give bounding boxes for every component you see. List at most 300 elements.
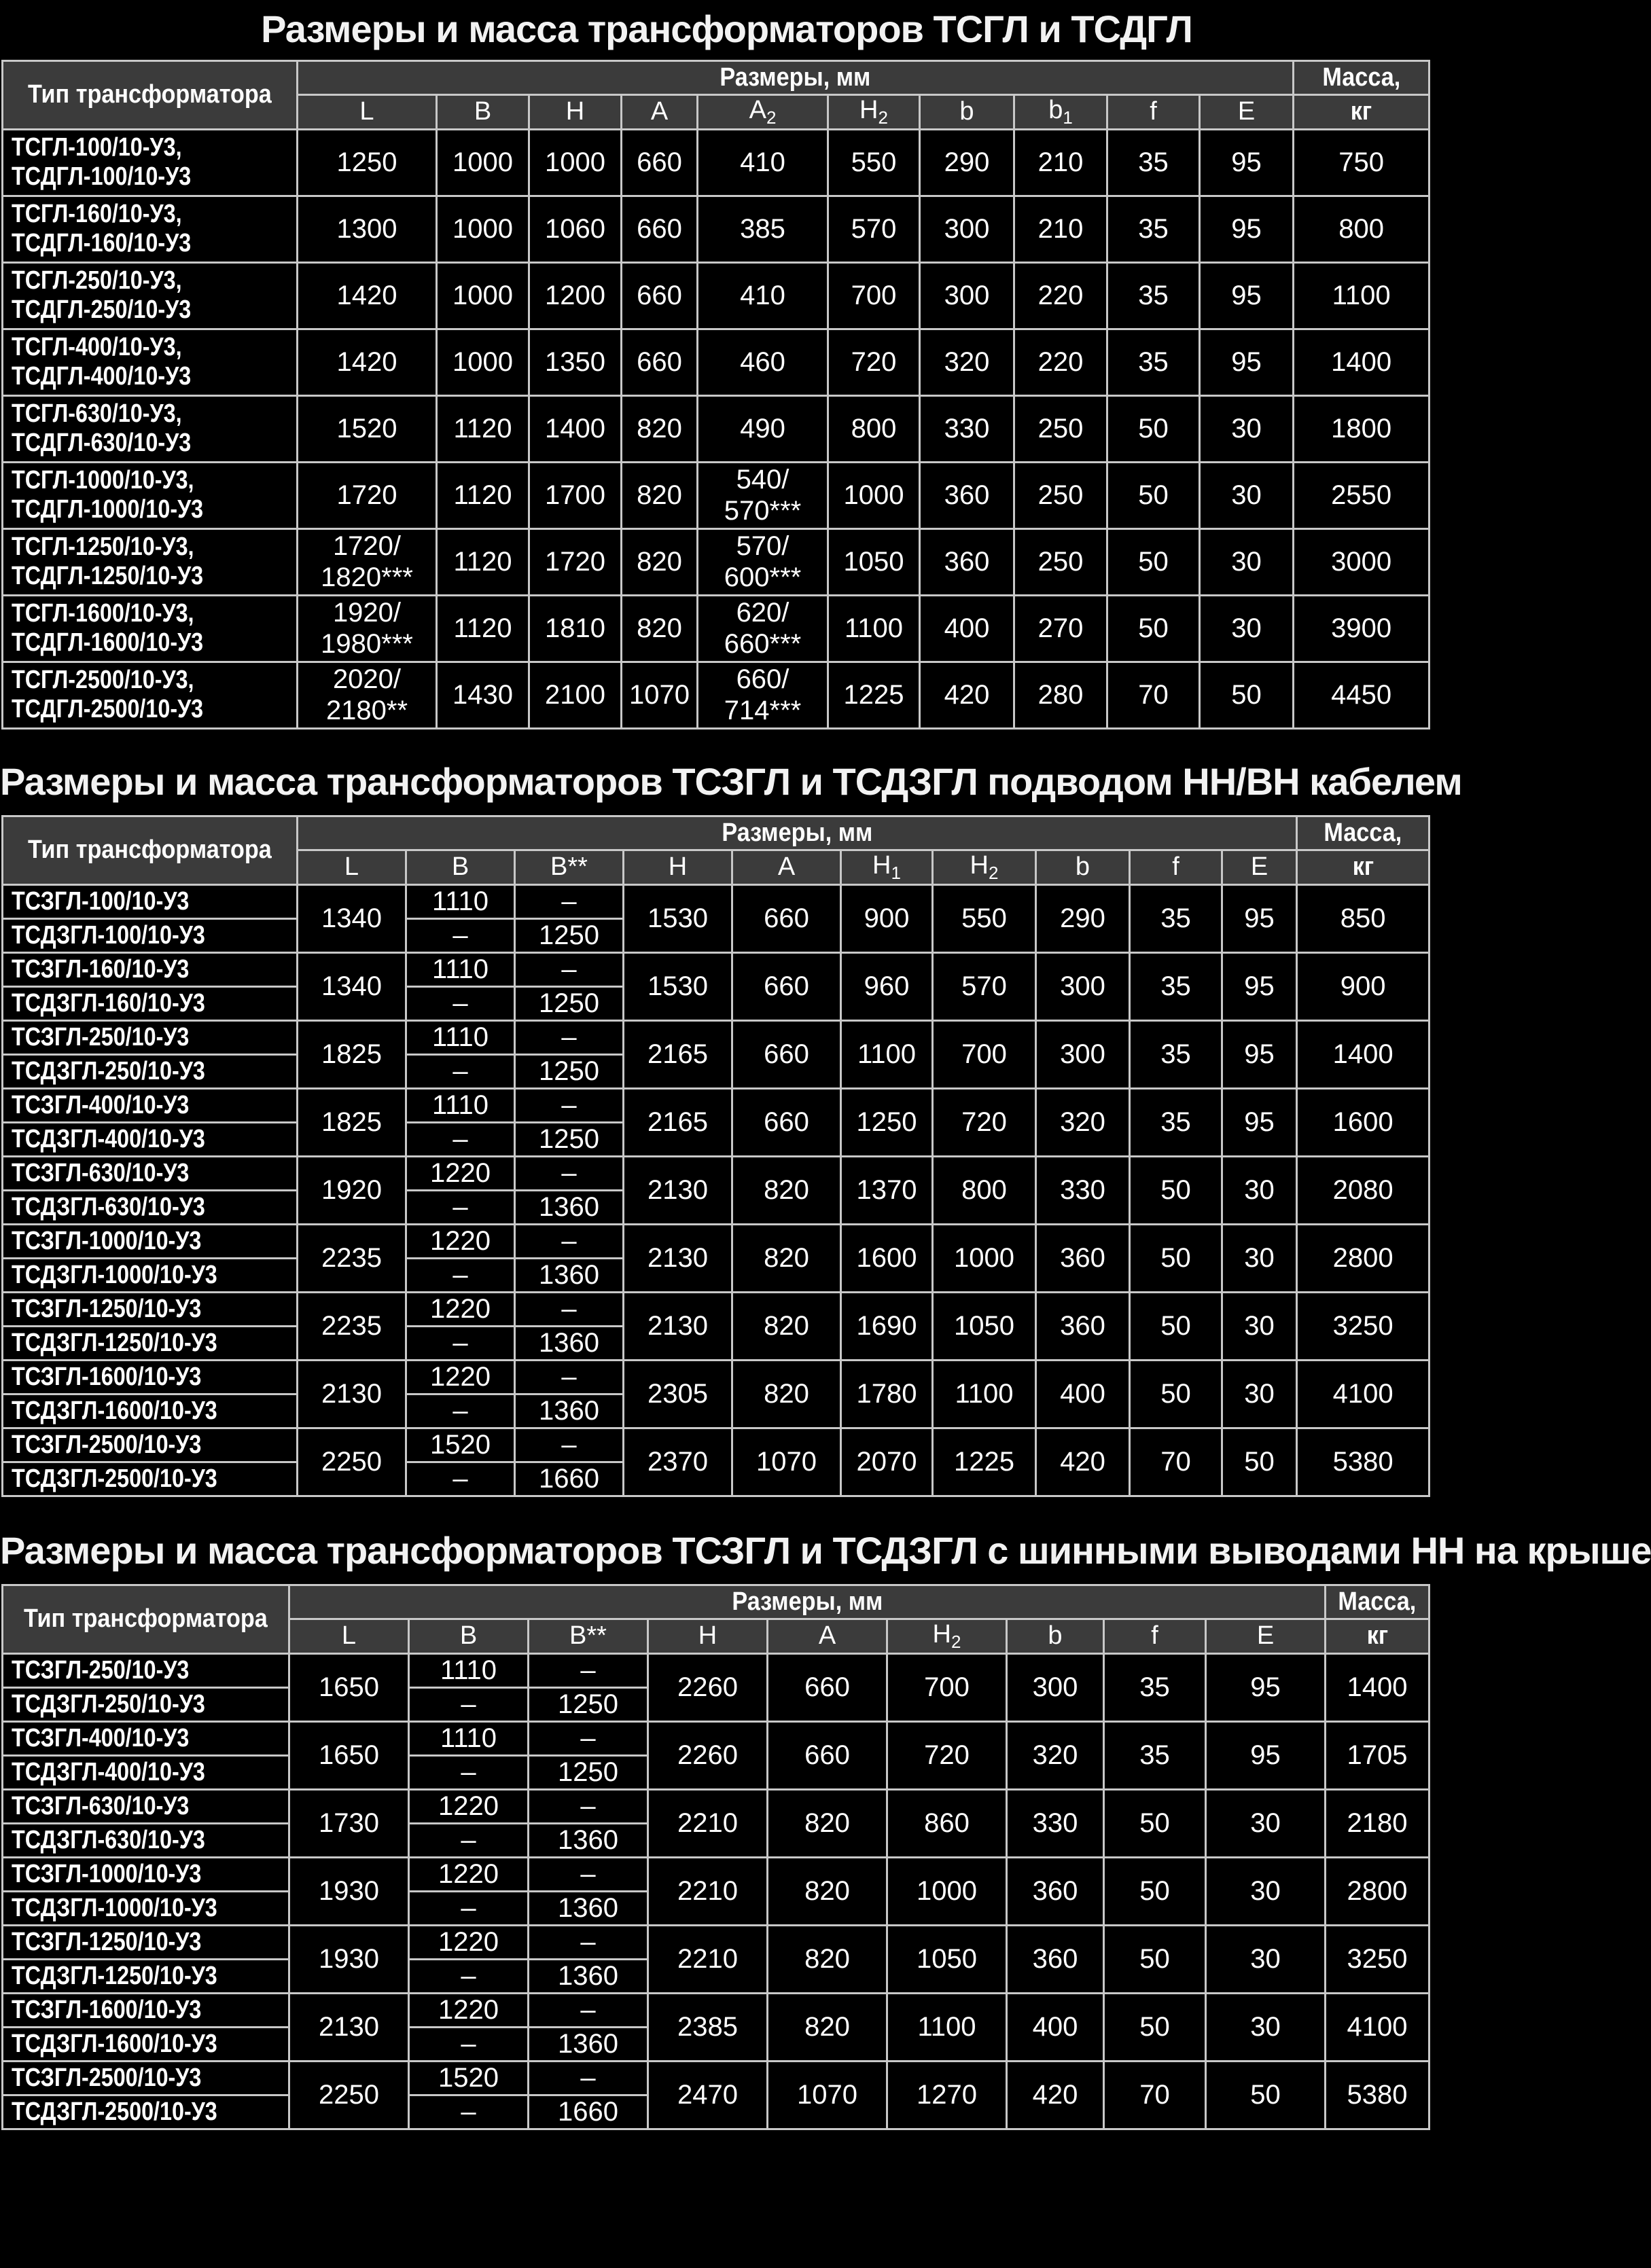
cell-b: 1430 [437, 662, 529, 728]
cell-b-alt: – [515, 1156, 624, 1190]
cell-b: 300 [920, 196, 1014, 262]
cell-l: 1720/ 1820*** [298, 528, 437, 595]
cell-e: 30 [1206, 1993, 1326, 2061]
table1-title: Размеры и масса трансформаторов ТСГЛ и ТСДГЛ [261, 7, 1192, 50]
cell-m: 4100 [1326, 1993, 1430, 2061]
type-cell: ТСДЗГЛ-400/10-У3 [3, 1755, 289, 1789]
cell-b: 360 [1036, 1224, 1130, 1292]
cell-b: 1110 [409, 1721, 529, 1755]
type-cell: ТСДЗГЛ-160/10-У3 [3, 986, 298, 1020]
type-cell: ТСЗГЛ-400/10-У3 [3, 1088, 298, 1122]
cell-l: 1930 [289, 1925, 409, 1993]
cell-h: 1530 [624, 884, 732, 952]
cell-b-alt: – [529, 1857, 648, 1891]
cell-b: 420 [1007, 2061, 1104, 2129]
cell-b-alt: 1360 [529, 2027, 648, 2061]
cell-b: – [406, 1258, 515, 1292]
cell-e: 95 [1200, 262, 1294, 329]
cell-b-alt: – [515, 1224, 624, 1258]
cell-h: 2370 [624, 1428, 732, 1496]
cell-b-alt: – [529, 2061, 648, 2095]
cell-b: 1220 [409, 1857, 529, 1891]
cell-b: 1110 [406, 1088, 515, 1122]
cell-f: 35 [1107, 196, 1200, 262]
cell-f: 35 [1130, 952, 1222, 1020]
column-header: $b_1$ [1014, 95, 1107, 130]
type-cell: ТСГЛ-100/10-У3, ТСДГЛ-100/10-У3 [3, 129, 298, 196]
cell-e: 30 [1206, 1925, 1326, 1993]
cell-a: 820 [622, 595, 698, 662]
cell-b: – [409, 1959, 529, 1993]
cell-l: 1420 [298, 262, 437, 329]
cell-a2: 460 [698, 329, 828, 395]
cell-l: 1520 [298, 395, 437, 462]
cell-l: 2020/ 2180** [298, 662, 437, 728]
cell-b: 1220 [406, 1156, 515, 1190]
cell-m: 3000 [1294, 528, 1430, 595]
cell-b-alt: – [529, 1789, 648, 1823]
cell-h: 2210 [648, 1857, 768, 1925]
cell-m: 1400 [1297, 1020, 1430, 1088]
column-header: E [1222, 850, 1297, 885]
type-cell: ТСЗГЛ-1600/10-У3 [3, 1993, 289, 2027]
cell-b: – [406, 1326, 515, 1360]
cell-h2: 550 [828, 129, 920, 196]
type-cell: ТСЗГЛ-250/10-У3 [3, 1653, 289, 1687]
table2-title: Размеры и масса трансформаторов ТСЗГЛ и ТСДЗГЛ подводом НН/ВН кабелем [0, 760, 1462, 803]
cell-a: 820 [622, 395, 698, 462]
cell-a: 820 [768, 1789, 887, 1857]
cell-e: 95 [1200, 196, 1294, 262]
cell-h: 2165 [624, 1088, 732, 1156]
cell-b: – [409, 1687, 529, 1721]
cell-h2: 550 [933, 884, 1036, 952]
type-cell: ТСДЗГЛ-1000/10-У3 [3, 1891, 289, 1925]
cell-m: 1800 [1294, 395, 1430, 462]
column-header: f [1130, 850, 1222, 885]
cell-h: 1530 [624, 952, 732, 1020]
cell-b: 400 [1036, 1360, 1130, 1428]
cell-b: – [406, 918, 515, 952]
cell-b: – [406, 986, 515, 1020]
cell-b-alt: – [529, 1925, 648, 1959]
cell-h: 1000 [529, 129, 622, 196]
column-header: B [406, 850, 515, 885]
cell-e: 95 [1222, 1088, 1297, 1156]
table-row [3, 2061, 1430, 2095]
cell-h2: 700 [828, 262, 920, 329]
cell-b: 320 [1036, 1088, 1130, 1156]
cell-l: 1250 [298, 129, 437, 196]
table-row [3, 329, 1430, 395]
cell-a: 660 [732, 952, 841, 1020]
cell-b: 300 [920, 262, 1014, 329]
column-header: f [1107, 95, 1200, 130]
cell-a: 660 [768, 1721, 887, 1789]
cell-e: 50 [1222, 1428, 1297, 1496]
type-cell: ТСДЗГЛ-1250/10-У3 [3, 1959, 289, 1993]
cell-b-alt: 1360 [529, 1959, 648, 1993]
cell-b-alt: – [515, 952, 624, 986]
cell-b: – [409, 1891, 529, 1925]
cell-b1: 210 [1014, 196, 1107, 262]
cell-f: 50 [1130, 1224, 1222, 1292]
cell-a2: 410 [698, 129, 828, 196]
cell-f: 35 [1107, 262, 1200, 329]
cell-a: 1070 [732, 1428, 841, 1496]
cell-f: 50 [1130, 1292, 1222, 1360]
cell-m: 750 [1294, 129, 1430, 196]
cell-h2: 1225 [933, 1428, 1036, 1496]
cell-a2: 490 [698, 395, 828, 462]
cell-b: 360 [1007, 1857, 1104, 1925]
type-cell: ТСДЗГЛ-1600/10-У3 [3, 2027, 289, 2061]
cell-h: 2100 [529, 662, 622, 728]
type-cell: ТСГЛ-1250/10-У3, ТСДГЛ-1250/10-У3 [3, 528, 298, 595]
column-header: $H_2$ [887, 1619, 1007, 1654]
column-header: $A_2$ [698, 95, 828, 130]
cell-h: 2385 [648, 1993, 768, 2061]
cell-b: 1000 [437, 129, 529, 196]
cell-h: 1060 [529, 196, 622, 262]
cell-b: 1110 [409, 1653, 529, 1687]
cell-h1: 900 [841, 884, 933, 952]
cell-m: 4450 [1294, 662, 1430, 728]
cell-l: 2130 [298, 1360, 406, 1428]
cell-h2: 720 [887, 1721, 1007, 1789]
table-row [3, 1360, 1430, 1394]
cell-e: 95 [1222, 1020, 1297, 1088]
column-header: A [732, 850, 841, 885]
cell-b-alt: 1360 [515, 1326, 624, 1360]
cell-a2: 660/ 714*** [698, 662, 828, 728]
table-row [3, 1428, 1430, 1462]
dims-header: Размеры, мм [298, 816, 1297, 850]
cell-f: 70 [1104, 2061, 1206, 2129]
cell-a2: 570/ 600*** [698, 528, 828, 595]
column-header: B [409, 1619, 529, 1654]
cell-a: 820 [768, 1993, 887, 2061]
type-cell: ТСЗГЛ-1000/10-У3 [3, 1857, 289, 1891]
cell-b: 330 [1036, 1156, 1130, 1224]
cell-b: 1110 [406, 952, 515, 986]
type-cell: ТСДЗГЛ-2500/10-У3 [3, 2095, 289, 2129]
type-cell: ТСЗГЛ-1250/10-У3 [3, 1292, 298, 1326]
column-header: H [648, 1619, 768, 1654]
cell-h2: 1050 [828, 528, 920, 595]
cell-h2: 860 [887, 1789, 1007, 1857]
cell-e: 30 [1200, 595, 1294, 662]
type-cell: ТСЗГЛ-250/10-У3 [3, 1020, 298, 1054]
cell-e: 95 [1206, 1653, 1326, 1721]
table-row [3, 395, 1430, 462]
cell-e: 30 [1200, 528, 1294, 595]
cell-a: 820 [768, 1857, 887, 1925]
cell-a: 660 [732, 1020, 841, 1088]
mass-header: Масса, [1294, 61, 1430, 95]
cell-l: 1340 [298, 884, 406, 952]
cell-b: 400 [920, 595, 1014, 662]
cell-h2: 720 [933, 1088, 1036, 1156]
cell-b1: 250 [1014, 528, 1107, 595]
table-row [3, 1789, 1430, 1823]
table-row [3, 1292, 1430, 1326]
cell-b-alt: 1250 [515, 1122, 624, 1156]
cell-e: 95 [1222, 884, 1297, 952]
cell-b: – [406, 1054, 515, 1088]
cell-l: 1825 [298, 1088, 406, 1156]
table3-title: Размеры и масса трансформаторов ТСЗГЛ и ТСДЗГЛ с шинными выводами НН на крыше [0, 1529, 1651, 1572]
cell-m: 1400 [1326, 1653, 1430, 1721]
cell-b-alt: 1360 [515, 1190, 624, 1224]
type-cell: ТСЗГЛ-630/10-У3 [3, 1789, 289, 1823]
table-row [3, 1721, 1430, 1755]
cell-b1: 210 [1014, 129, 1107, 196]
type-cell: ТСГЛ-1000/10-У3, ТСДГЛ-1000/10-У3 [3, 462, 298, 528]
cell-h: 2470 [648, 2061, 768, 2129]
cell-h2: 700 [887, 1653, 1007, 1721]
cell-h2: 800 [933, 1156, 1036, 1224]
cell-h2: 1000 [887, 1857, 1007, 1925]
cell-m: 800 [1294, 196, 1430, 262]
cell-b: 320 [920, 329, 1014, 395]
cell-h: 2130 [624, 1224, 732, 1292]
cell-a: 820 [732, 1292, 841, 1360]
type-cell: ТСДЗГЛ-630/10-У3 [3, 1823, 289, 1857]
type-cell: ТСГЛ-160/10-У3, ТСДГЛ-160/10-У3 [3, 196, 298, 262]
cell-h: 2130 [624, 1156, 732, 1224]
cell-b1: 270 [1014, 595, 1107, 662]
type-cell: ТСЗГЛ-100/10-У3 [3, 884, 298, 918]
cell-h: 2305 [624, 1360, 732, 1428]
cell-b-alt: 1660 [515, 1462, 624, 1496]
cell-b: 330 [920, 395, 1014, 462]
type-cell: ТСДЗГЛ-400/10-У3 [3, 1122, 298, 1156]
table-row [3, 1993, 1430, 2027]
cell-b: 420 [920, 662, 1014, 728]
cell-b: – [409, 1823, 529, 1857]
cell-f: 35 [1130, 884, 1222, 952]
cell-b: 1120 [437, 528, 529, 595]
type-cell: ТСДЗГЛ-630/10-У3 [3, 1190, 298, 1224]
cell-b-alt: 1250 [515, 986, 624, 1020]
table-row [3, 952, 1430, 986]
cell-e: 30 [1222, 1224, 1297, 1292]
cell-m: 5380 [1297, 1428, 1430, 1496]
cell-a: 820 [768, 1925, 887, 1993]
cell-b: 1000 [437, 329, 529, 395]
cell-b: 1110 [406, 1020, 515, 1054]
cell-b: 1220 [409, 1789, 529, 1823]
cell-b1: 280 [1014, 662, 1107, 728]
cell-a: 660 [622, 262, 698, 329]
cell-h: 1720 [529, 528, 622, 595]
cell-f: 50 [1130, 1156, 1222, 1224]
cell-h: 1810 [529, 595, 622, 662]
cell-m: 1705 [1326, 1721, 1430, 1789]
cell-b: 360 [920, 462, 1014, 528]
type-cell: ТСГЛ-1600/10-У3, ТСДГЛ-1600/10-У3 [3, 595, 298, 662]
cell-f: 35 [1107, 129, 1200, 196]
cell-f: 50 [1104, 1857, 1206, 1925]
cell-b-alt: 1250 [529, 1687, 648, 1721]
cell-f: 35 [1130, 1020, 1222, 1088]
cell-a: 660 [622, 329, 698, 395]
cell-f: 35 [1104, 1653, 1206, 1721]
cell-h: 2260 [648, 1721, 768, 1789]
cell-b: 290 [1036, 884, 1130, 952]
cell-h: 2210 [648, 1925, 768, 1993]
cell-a2: 385 [698, 196, 828, 262]
table-row [3, 1156, 1430, 1190]
cell-h2: 570 [933, 952, 1036, 1020]
cell-h1: 1370 [841, 1156, 933, 1224]
cell-f: 50 [1104, 1993, 1206, 2061]
column-header: b [1036, 850, 1130, 885]
cell-a2: 620/ 660*** [698, 595, 828, 662]
cell-a: 660 [732, 884, 841, 952]
cell-f: 50 [1107, 462, 1200, 528]
column-header: E [1200, 95, 1294, 130]
type-cell: ТСДЗГЛ-250/10-У3 [3, 1687, 289, 1721]
type-cell: ТСЗГЛ-160/10-У3 [3, 952, 298, 986]
table-row [3, 262, 1430, 329]
cell-f: 35 [1107, 329, 1200, 395]
type-cell: ТСДЗГЛ-250/10-У3 [3, 1054, 298, 1088]
cell-h: 1700 [529, 462, 622, 528]
cell-l: 2250 [298, 1428, 406, 1496]
cell-a: 660 [732, 1088, 841, 1156]
cell-h2: 1000 [828, 462, 920, 528]
type-cell: ТСЗГЛ-2500/10-У3 [3, 2061, 289, 2095]
cell-m: 2180 [1326, 1789, 1430, 1857]
dims-header: Размеры, мм [289, 1585, 1326, 1619]
cell-b: 1000 [437, 196, 529, 262]
type-header: Тип трансформатора [3, 816, 298, 885]
cell-m: 1100 [1294, 262, 1430, 329]
cell-b-alt: – [515, 1088, 624, 1122]
cell-e: 95 [1206, 1721, 1326, 1789]
column-header: H [529, 95, 622, 130]
cell-h2: 720 [828, 329, 920, 395]
cell-f: 70 [1130, 1428, 1222, 1496]
cell-e: 30 [1222, 1156, 1297, 1224]
cell-b: 1220 [406, 1224, 515, 1258]
cell-m: 5380 [1326, 2061, 1430, 2129]
cell-e: 30 [1206, 1789, 1326, 1857]
table-row [3, 462, 1430, 528]
cell-l: 1720 [298, 462, 437, 528]
cell-b: 300 [1007, 1653, 1104, 1721]
type-cell: ТСДЗГЛ-1600/10-У3 [3, 1394, 298, 1428]
cell-e: 30 [1222, 1292, 1297, 1360]
cell-h: 2130 [624, 1292, 732, 1360]
cell-b: 1120 [437, 462, 529, 528]
mass-header: Масса, [1297, 816, 1430, 850]
cell-b: 1220 [409, 1925, 529, 1959]
cell-a: 1070 [768, 2061, 887, 2129]
type-cell: ТСГЛ-400/10-У3, ТСДГЛ-400/10-У3 [3, 329, 298, 395]
cell-b: 1120 [437, 595, 529, 662]
cell-m: 1400 [1294, 329, 1430, 395]
column-header: B** [515, 850, 624, 885]
dims-header: Размеры, мм [298, 61, 1294, 95]
cell-b-alt: – [529, 1993, 648, 2027]
cell-e: 30 [1206, 1857, 1326, 1925]
cell-h2: 800 [828, 395, 920, 462]
cell-l: 1730 [289, 1789, 409, 1857]
cell-l: 1340 [298, 952, 406, 1020]
table-row [3, 1088, 1430, 1122]
cell-e: 95 [1200, 329, 1294, 395]
type-cell: ТСГЛ-630/10-У3, ТСДГЛ-630/10-У3 [3, 395, 298, 462]
cell-b: 1520 [409, 2061, 529, 2095]
column-header: E [1206, 1619, 1326, 1654]
cell-l: 1920 [298, 1156, 406, 1224]
cell-b1: 250 [1014, 395, 1107, 462]
mass-unit-header: кг [1297, 850, 1430, 885]
type-cell: ТСЗГЛ-400/10-У3 [3, 1721, 289, 1755]
table2 [1, 815, 1430, 1497]
column-header: $H_2$ [828, 95, 920, 130]
cell-b-alt: – [515, 1020, 624, 1054]
column-header: f [1104, 1619, 1206, 1654]
column-header: L [298, 850, 406, 885]
type-cell: ТСГЛ-250/10-У3, ТСДГЛ-250/10-У3 [3, 262, 298, 329]
cell-h1: 2070 [841, 1428, 933, 1496]
cell-b: 1220 [406, 1360, 515, 1394]
cell-a2: 540/ 570*** [698, 462, 828, 528]
table-row [3, 1653, 1430, 1687]
cell-e: 95 [1222, 952, 1297, 1020]
column-header: A [622, 95, 698, 130]
table-row [3, 662, 1430, 728]
cell-b: – [406, 1394, 515, 1428]
cell-h2: 1100 [933, 1360, 1036, 1428]
cell-h2: 1100 [828, 595, 920, 662]
cell-a: 660 [622, 129, 698, 196]
cell-b-alt: – [529, 1721, 648, 1755]
cell-h1: 1100 [841, 1020, 933, 1088]
cell-b: 320 [1007, 1721, 1104, 1789]
cell-f: 50 [1107, 528, 1200, 595]
type-cell: ТСДЗГЛ-100/10-У3 [3, 918, 298, 952]
cell-f: 50 [1107, 595, 1200, 662]
cell-b-alt: 1360 [515, 1394, 624, 1428]
cell-a: 1070 [622, 662, 698, 728]
cell-b: 360 [920, 528, 1014, 595]
type-cell: ТСЗГЛ-1250/10-У3 [3, 1925, 289, 1959]
cell-b: – [406, 1122, 515, 1156]
cell-l: 1650 [289, 1653, 409, 1721]
table-row [3, 129, 1430, 196]
table-row [3, 884, 1430, 918]
cell-m: 900 [1297, 952, 1430, 1020]
cell-h1: 1780 [841, 1360, 933, 1428]
column-header: H [624, 850, 732, 885]
cell-b-alt: – [515, 1428, 624, 1462]
cell-h: 1200 [529, 262, 622, 329]
cell-b-alt: – [515, 884, 624, 918]
cell-f: 35 [1104, 1721, 1206, 1789]
cell-a: 820 [622, 462, 698, 528]
cell-m: 2550 [1294, 462, 1430, 528]
cell-l: 1420 [298, 329, 437, 395]
cell-b: – [409, 2027, 529, 2061]
type-cell: ТСДЗГЛ-2500/10-У3 [3, 1462, 298, 1496]
cell-b: 330 [1007, 1789, 1104, 1857]
table-row [3, 1020, 1430, 1054]
